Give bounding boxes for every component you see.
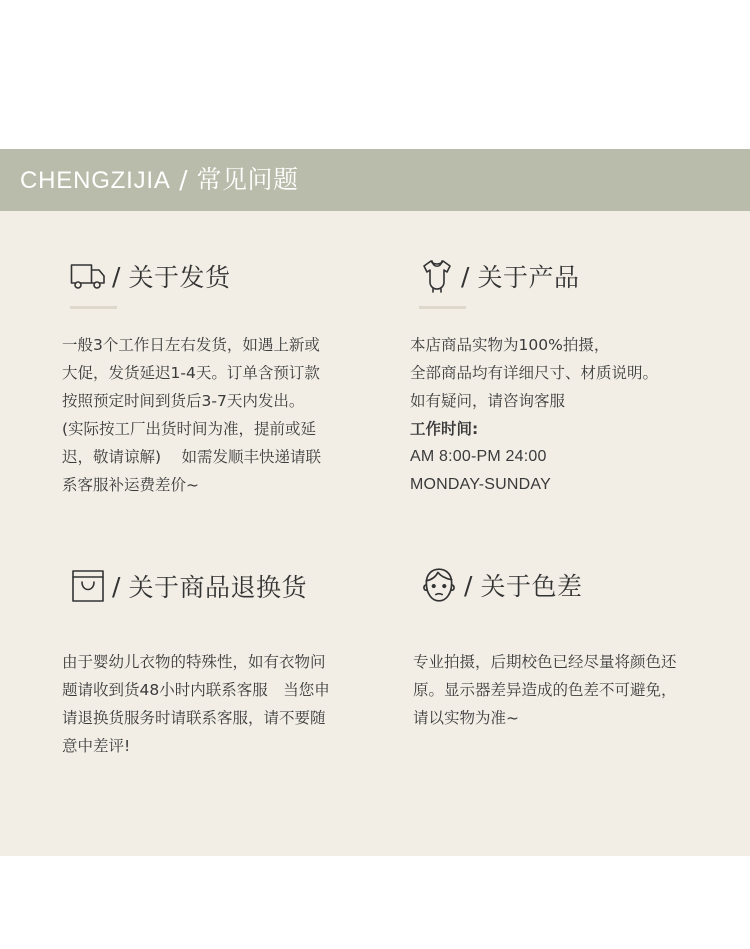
section-returns-header (70, 566, 307, 606)
section-body (62, 331, 321, 499)
section-underline (70, 306, 117, 309)
body-line: 专业拍摄，后期校色已经尽量将颜色还 (413, 653, 677, 671)
body-line: 大促，发货延迟1-4天。订单含预订款 (62, 364, 320, 382)
work-hours: AM 8:00-PM 24:00 (410, 448, 547, 465)
section-title: 关于色差 (480, 572, 583, 601)
baby-onesie-icon (419, 258, 455, 294)
page-title (20, 149, 299, 211)
brand-name: CHENGZIJIA (20, 167, 171, 194)
work-hours-label: 工作时间: (410, 420, 479, 438)
title-separator: / (112, 261, 121, 291)
section-color-header (420, 565, 582, 605)
body-line: 题请收到货48小时内联系客服 当您申 (62, 681, 330, 699)
truck-icon (70, 258, 106, 294)
title-separator: / (179, 165, 189, 194)
section-body (410, 331, 658, 499)
section-underline (419, 306, 466, 309)
title-separator: / (112, 571, 121, 601)
body-line: 意中差评! (62, 737, 131, 755)
section-shipping-header (70, 256, 230, 296)
body-line: 本店商品实物为100%拍摄， (410, 336, 610, 354)
section-body (62, 648, 330, 760)
body-line: 系客服补运费差价~ (62, 476, 199, 494)
section-title: 关于发货 (128, 263, 231, 292)
section-product (410, 251, 729, 551)
section-title: 关于产品 (477, 263, 580, 292)
body-line: 全部商品均有详细尺寸、材质说明。 (410, 364, 659, 382)
faq-content (0, 211, 750, 856)
faq-title: 常见问题 (196, 165, 299, 194)
section-shipping (62, 256, 370, 546)
face-icon (420, 566, 458, 604)
body-line: 按照预定时间到货后3-7天内发出。 (62, 392, 305, 410)
section-returns (62, 566, 390, 796)
body-line: 请退换货服务时请联系客服，请不要随 (62, 709, 326, 727)
shopping-bag-icon (70, 568, 106, 604)
body-line: 如有疑问，请咨询客服 (410, 392, 566, 410)
section-body (413, 648, 677, 732)
body-line: 原。显示器差异造成的色差不可避免， (413, 681, 677, 699)
section-product-header (419, 256, 579, 296)
section-title: 关于商品退换货 (128, 573, 307, 602)
body-line: 一般3个工作日左右发货，如遇上新或 (62, 336, 320, 354)
header-band (0, 149, 750, 211)
body-line: 由于婴幼儿衣物的特殊性，如有衣物问 (62, 653, 326, 671)
title-separator: / (464, 570, 473, 600)
body-line: 迟，敬请谅解) 如需发顺丰快递请联 (62, 448, 321, 466)
work-days: MONDAY-SUNDAY (410, 476, 551, 493)
body-line: 请以实物为准~ (413, 709, 519, 727)
section-color (413, 563, 730, 793)
title-separator: / (461, 261, 470, 291)
body-line: (实际按工厂出货时间为准，提前或延 (62, 420, 317, 438)
